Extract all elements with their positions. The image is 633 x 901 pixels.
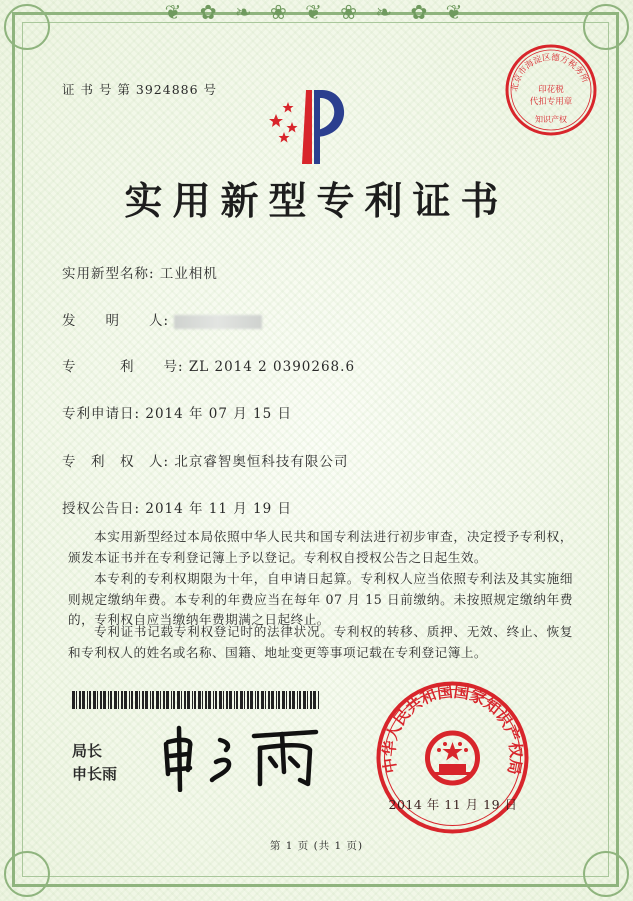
barcode-bar (265, 691, 266, 709)
barcode-bar (187, 691, 190, 709)
barcode-bar (150, 691, 151, 709)
barcode-bar (152, 691, 154, 709)
paragraph-2: 本专利的专利权期限为十年，自申请日起算。专利权人应当依照专利法及其实施细则规定缴纳年费。本专利的年费应当在每年 07 月 15 日前缴纳。未按照规定缴纳年费的，专利权自应当缴纳年费期满之日起终止。 (68, 571, 573, 627)
patent-number-field (62, 355, 355, 375)
barcode-bar (276, 691, 277, 709)
barcode-bar (97, 691, 98, 709)
barcode-bar (121, 691, 123, 709)
inventor-field (62, 309, 262, 329)
barcode-bar (229, 691, 232, 709)
barcode-bar (234, 691, 235, 709)
barcode-bar (110, 691, 112, 709)
barcode-bar (318, 691, 319, 709)
barcode-bar (108, 691, 109, 709)
tax-stamp (503, 42, 599, 138)
barcode (72, 691, 322, 709)
barcode-bar (145, 691, 148, 709)
barcode-bar (156, 691, 159, 709)
grant-date-value: 2014 年 11 月 19 日 (145, 501, 293, 517)
barcode-bar (72, 691, 75, 709)
inventor-label: 发 明 人: (62, 313, 170, 329)
application-date-value: 2014 年 07 月 15 日 (145, 406, 293, 422)
barcode-bar (198, 691, 201, 709)
barcode-bar (236, 691, 238, 709)
barcode-bar (82, 691, 85, 709)
director-signature (158, 722, 338, 792)
barcode-bar (307, 691, 308, 709)
barcode-bar (292, 691, 295, 709)
barcode-bar (244, 691, 245, 709)
application-date-label: 专利申请日: (62, 406, 141, 422)
barcode-bar (173, 691, 175, 709)
barcode-bar (93, 691, 96, 709)
official-seal-ring-text: 中华人民共和国国家知识产权局 (380, 682, 525, 777)
barcode-bar (223, 691, 224, 709)
grant-date-field (62, 497, 292, 517)
barcode-bar (268, 691, 270, 709)
barcode-bar (171, 691, 172, 709)
tax-stamp-bottom-text: 知识产权 (535, 115, 567, 124)
patentee-value: 北京睿智奥恒科技有限公司 (174, 454, 349, 470)
barcode-bar (213, 691, 214, 709)
barcode-bar (208, 691, 211, 709)
utility-model-name-label: 实用新型名称: (62, 266, 155, 282)
patent-office-logo-icon (262, 80, 362, 170)
national-emblem-icon (428, 733, 478, 783)
patent-number-value: ZL 2014 2 0390268.6 (188, 359, 356, 375)
barcode-bar (219, 691, 222, 709)
barcode-bar (160, 691, 161, 709)
barcode-bar (282, 691, 285, 709)
tax-stamp-center-text-1: 印花税 (538, 85, 564, 95)
certificate-number: 证 书 号 第 3924886 号 (62, 82, 218, 97)
barcode-bar (100, 691, 102, 709)
barcode-bar (184, 691, 186, 709)
barcode-bar (255, 691, 256, 709)
barcode-bar (271, 691, 274, 709)
barcode-bar (129, 691, 130, 709)
barcode-bar (250, 691, 253, 709)
barcode-bar (205, 691, 207, 709)
svg-text:中华人民共和国国家知识产权局 (379, 682, 525, 776)
barcode-bar (286, 691, 287, 709)
barcode-bar (142, 691, 144, 709)
barcode-bar (247, 691, 249, 709)
certificate-title: 实用新型专利证书 (124, 179, 509, 223)
barcode-bar (89, 691, 91, 709)
barcode-bar (181, 691, 182, 709)
barcode-bar (192, 691, 193, 709)
barcode-bar (278, 691, 280, 709)
barcode-bar (177, 691, 180, 709)
barcode-bar (310, 691, 312, 709)
patentee-field (62, 450, 348, 470)
utility-model-name-field (62, 262, 218, 282)
utility-model-name-value: 工业相机 (159, 266, 218, 282)
barcode-bar (131, 691, 133, 709)
barcode-bar (139, 691, 140, 709)
paragraph-1: 本实用新型经过本局依照中华人民共和国专利法进行初步审查，决定授予专利权，颁发本证书并在专利登记簿上予以登记。专利权自授权公告之日起生效。 (68, 529, 573, 565)
barcode-bar (76, 691, 77, 709)
barcode-bar (299, 691, 301, 709)
barcode-bar (257, 691, 259, 709)
tax-stamp-ring-text: 北京市海淀区德方税务所 (509, 52, 590, 93)
patent-number-label: 专 利 号: (62, 359, 184, 375)
tax-stamp-center-text-2: 代扣专用章 (529, 97, 573, 107)
barcode-bar (87, 691, 88, 709)
barcode-bar (303, 691, 306, 709)
barcode-bar (194, 691, 196, 709)
top-ornament: ❦ ✿ ❧ ❀ ❦ ❀ ❧ ✿ ❦ (164, 0, 469, 24)
barcode-bar (79, 691, 81, 709)
barcode-bar (163, 691, 165, 709)
barcode-bar (226, 691, 228, 709)
director-name: 申长雨 (72, 765, 118, 783)
barcode-bar (240, 691, 243, 709)
barcode-bar (124, 691, 127, 709)
patentee-label: 专 利 权 人: (62, 454, 170, 470)
corner-ornament (583, 851, 629, 897)
barcode-bar (215, 691, 217, 709)
barcode-bar (103, 691, 106, 709)
barcode-bar (166, 691, 169, 709)
grant-date-label: 授权公告日: (62, 501, 141, 517)
barcode-bar (297, 691, 298, 709)
director-title: 局长 (72, 742, 103, 760)
application-date-field (62, 402, 292, 422)
inventor-value-redacted (174, 315, 262, 329)
barcode-bar (114, 691, 117, 709)
barcode-bar (118, 691, 119, 709)
barcode-bar (135, 691, 138, 709)
paragraph-3: 专利证书记载专利权登记时的法律状况。专利权的转移、质押、无效、终止、恢复和专利权人的姓名或名称、国籍、地址变更等事项记载在专利登记簿上。 (68, 624, 573, 660)
seal-date: 2014 年 11 月 19 日 (388, 797, 518, 812)
corner-ornament (4, 851, 50, 897)
barcode-bar (261, 691, 264, 709)
barcode-bar (313, 691, 316, 709)
barcode-bar (289, 691, 291, 709)
barcode-bar (202, 691, 203, 709)
page-number: 第 1 页 (共 1 页) (269, 840, 364, 852)
